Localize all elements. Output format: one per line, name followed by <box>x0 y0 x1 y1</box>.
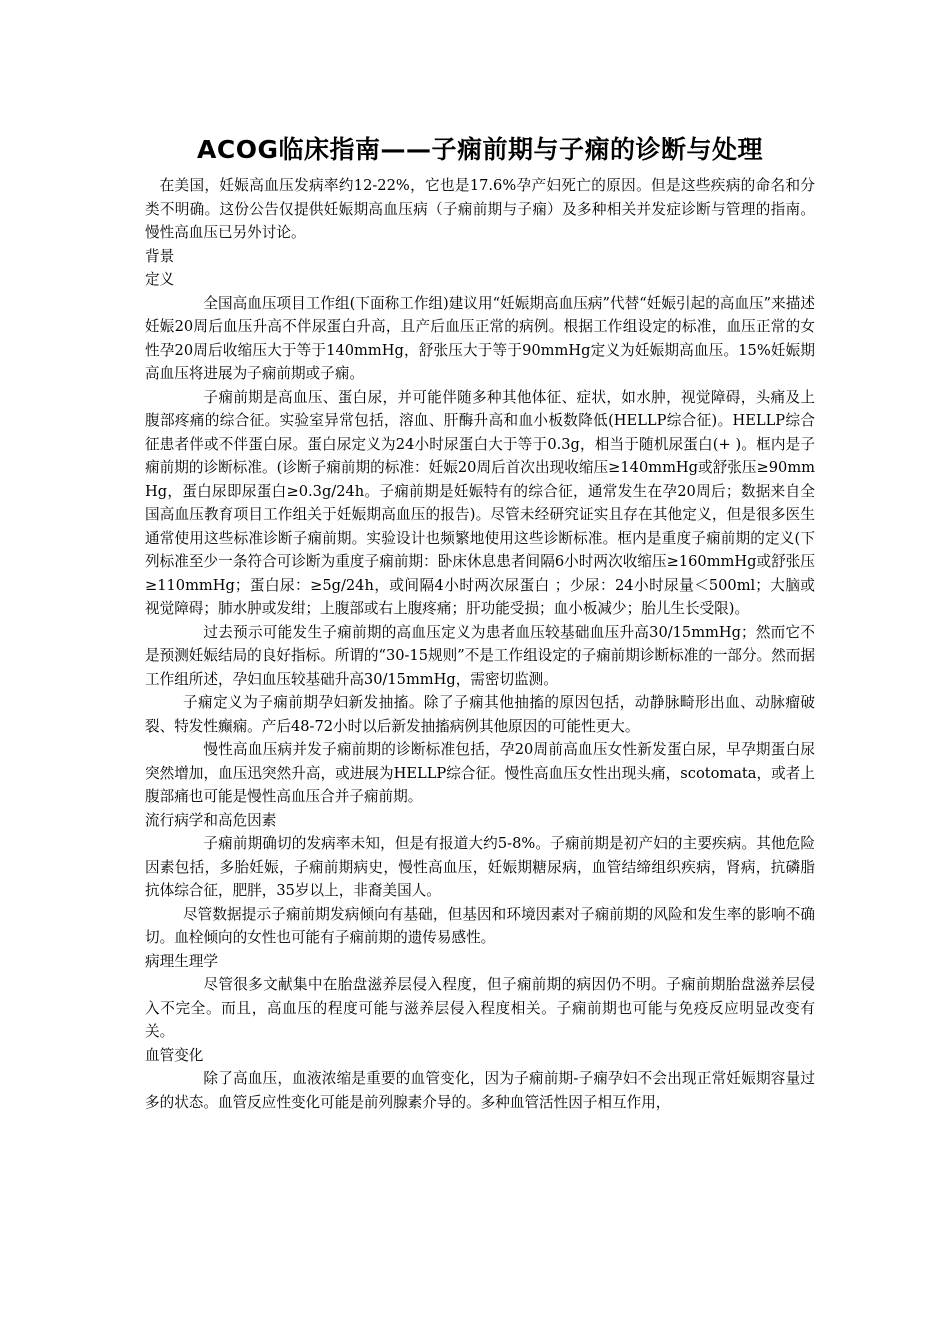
heading-pathophysiology: 病理生理学 <box>145 952 218 970</box>
epidemiology-paragraph-1: 子痫前期确切的发病率未知，但是有报道大约5-8%。子痫前期是初产妇的主要疾病。其他危险因素包括，多胎妊娠，子痫前期病史，慢性高血压，妊娠期糖尿病，血管结缔组织疾病，肾病，抗磷脂抗体综合征，肥胖，35岁以上，非裔美国人。 <box>145 835 815 899</box>
vascular-paragraph-1: 除了高血压，血液浓缩是重要的血管变化，因为子痫前期-子痫孕妇不会出现正常妊娠期容量过多的状态。血管反应性变化可能是前列腺素介导的。多种血管活性因子相互作用， <box>145 1070 815 1111</box>
definition-paragraph-5: 慢性高血压病并发子痫前期的诊断标准包括，孕20周前高血压女性新发蛋白尿，早孕期蛋白尿突然增加，血压迅突然升高，或进展为HELLP综合征。慢性高血压女性出现头痛，scotomata，或者上腹部痛也可能是慢性高血压合并子痫前期。 <box>145 741 815 805</box>
epidemiology-paragraph-2: 尽管数据提示子痫前期发病倾向有基础，但基因和环境因素对子痫前期的风险和发生率的影响不确切。血栓倾向的女性也可能有子痫前期的遗传易感性。 <box>145 905 815 946</box>
definition-paragraph-2: 子痫前期是高血压、蛋白尿，并可能伴随多种其他体征、症状，如水肿，视觉障碍，头痛及上腹部疼痛的综合征。实验室异常包括，溶血、肝酶升高和血小板数降低(HELLP综合征)。HELLP综合征患者伴或不伴蛋白尿。蛋白尿定义为24小时尿蛋白大于等于0.3g，相当于随机尿蛋白(+ )。框内是子痫前期的诊断标准。(诊断子痫前期的标准：妊娠20周后首次出现收缩压≥140mmHg或舒张压≥90mmHg，蛋白尿即尿蛋白≥0.3g/24h。子痫前期是妊娠特有的综合征，通常发生在孕20周后；数据来自全国高血压教育项目工作组关于妊娠期高血压的报告)。尽管未经研究证实且存在其他定义，但是很多医生通常使用这些标准诊断子痫前期。实验设计也频繁地使用这些诊断标准。框内是重度子痫前期的定义(下列标准至少一条符合可诊断为重度子痫前期：卧床休息患者间隔6小时两次收缩压≥160mmHg或舒张压≥110mmHg；蛋白尿：≥5g/24h，或间隔4小时两次尿蛋白 ；少尿：24小时尿量＜500ml；大脑或视觉障碍；肺水肿或发绀；上腹部或右上腹疼痛；肝功能受损；血小板减少；胎儿生长受限)。 <box>145 388 815 617</box>
heading-background: 背景 <box>145 247 175 265</box>
intro-paragraph: 在美国，妊娠高血压发病率约12-22%，它也是17.6%孕产妇死亡的原因。但是这些疾病的命名和分类不明确。这份公告仅提供妊娠期高血压病（子痫前期与子痫）及多种相关并发症诊断与管理的指南。慢性高血压已另外讨论。 <box>145 177 815 241</box>
heading-definition: 定义 <box>145 271 175 288</box>
heading-epidemiology: 流行病学和高危因素 <box>145 811 277 829</box>
definition-paragraph-1: 全国高血压项目工作组(下面称工作组)建议用“妊娠期高血压病”代替“妊娠引起的高血压”来描述妊娠20周后血压升高不伴尿蛋白升高，且产后血压正常的病例。根据工作组设定的标准，血压正常的女性孕20周后收缩压大于等于140mmHg，舒张压大于等于90mmHg定义为妊娠期高血压。15%妊娠期高血压将进展为子痫前期或子痫。 <box>145 294 815 382</box>
document-title: ACOG临床指南——子痫前期与子痫的诊断与处理 <box>197 135 763 164</box>
definition-paragraph-4: 子痫定义为子痫前期孕妇新发抽搐。除了子痫其他抽搐的原因包括，动静脉畸形出血、动脉瘤破裂、特发性癫痫。产后48-72小时以后新发抽搐病例其他原因的可能性更大。 <box>145 694 815 735</box>
definition-paragraph-3: 过去预示可能发生子痫前期的高血压定义为患者血压较基础血压升高30/15mmHg；然而它不是预测妊娠结局的良好指标。所谓的“30-15规则”不是工作组设定的子痫前期诊断标准的一部分。然而据工作组所述，孕妇血压较基础升高30/15mmHg，需密切监测。 <box>145 623 815 688</box>
pathophysiology-paragraph-1: 尽管很多文献集中在胎盘滋养层侵入程度，但子痫前期的病因仍不明。子痫前期胎盘滋养层侵入不完全。而且，高血压的程度可能与滋养层侵入程度相关。子痫前期也可能与免疫反应明显改变有关。 <box>145 976 815 1040</box>
heading-vascular-changes: 血管变化 <box>145 1046 204 1064</box>
document-page <box>145 130 815 1114</box>
